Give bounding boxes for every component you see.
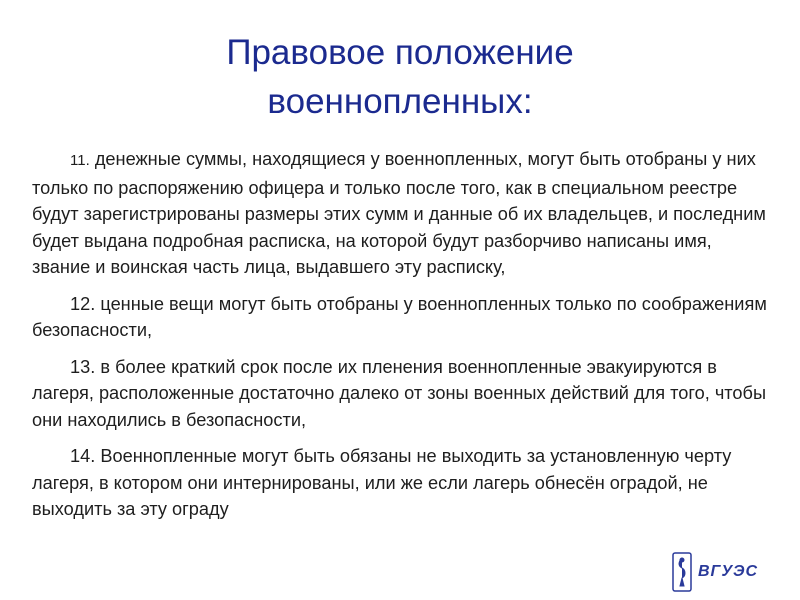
paragraph-text: в более краткий срок после их пленения военнопленные эвакуируются в лагеря, расположенные достаточно далеко от зоны военных действий для того, чтобы они находились в безопасности, bbox=[32, 356, 767, 430]
paragraph-12 bbox=[32, 291, 772, 344]
university-logo bbox=[672, 552, 782, 592]
slide-body bbox=[32, 146, 772, 533]
paragraph-text: Военнопленные могут быть обязаны не выходить за установленную черту лагеря, в котором они интернированы, или же если лагерь обнесён оградой, не выходить за эту ограду bbox=[32, 446, 732, 519]
paragraph-14 bbox=[32, 443, 772, 523]
paragraph-text: ценные вещи могут быть отобраны у военнопленных только по соображениям безопасности, bbox=[32, 293, 767, 340]
paragraph-13 bbox=[32, 354, 772, 434]
paragraph-number: 14. bbox=[70, 446, 96, 466]
university-emblem-icon bbox=[672, 552, 692, 592]
paragraph-number: 12. bbox=[70, 293, 96, 314]
university-logo-text: ВГУЭС bbox=[698, 563, 759, 580]
paragraph-text: денежные суммы, находящиеся у военнопленных, могут быть отобраны у них только по распоряжению офицера и только после того, как в специальном реестре будут зарегистрированы размеры этих сумм и данные об их владельцев, и последним будет выдана подробная расписка, на которой будут разборчиво написаны имя, звание и воинская часть лица, выдавшего эту расписку, bbox=[32, 149, 766, 277]
paragraph-number: 13. bbox=[70, 356, 96, 377]
slide-title bbox=[0, 28, 800, 126]
paragraph-number: 11. bbox=[70, 152, 90, 169]
paragraph-11 bbox=[32, 146, 772, 281]
slide-title-line-2: военнопленных: bbox=[267, 82, 533, 121]
slide-title-line-1: Правовое положение bbox=[226, 33, 574, 72]
